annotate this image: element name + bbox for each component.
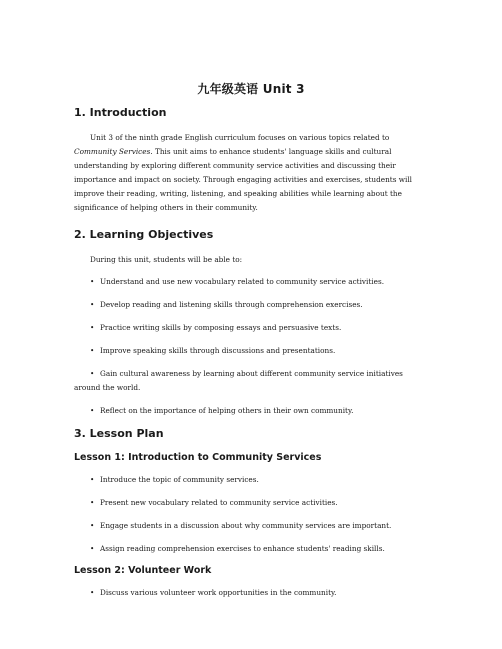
list-item (74, 473, 428, 487)
list-item (74, 275, 428, 289)
lesson-1-heading: Lesson 1: Introduction to Community Services (74, 452, 322, 463)
list-item (74, 586, 428, 600)
list-item-text: Discuss various volunteer work opportunities in the community. (100, 588, 337, 597)
list-item (74, 519, 428, 533)
list-item-text: Practice writing skills by composing essays and persuasive texts. (100, 323, 342, 332)
list-item-text: Present new vocabulary related to community service activities. (100, 498, 338, 507)
list-item-text: Develop reading and listening skills through comprehension exercises. (100, 300, 363, 309)
list-item-text: Gain cultural awareness by learning about different community service initiatives around the world. (74, 369, 403, 392)
lesson-1-list (74, 473, 428, 556)
introduction-paragraph (74, 131, 428, 215)
section-heading-lesson-plan: 3. Lesson Plan (74, 427, 164, 440)
list-item (74, 321, 428, 335)
list-item (74, 496, 428, 510)
section-heading-objectives: 2. Learning Objectives (74, 228, 214, 241)
document-body (74, 72, 428, 609)
objectives-list (74, 275, 428, 418)
section-heading-introduction: 1. Introduction (74, 106, 167, 119)
intro-text-post: . This unit aims to enhance students' language skills and cultural understanding by exploring different community service activities and discussing their importance and impact on society. Through engaging activities and exercises, students will improve their reading, writing, listening, and speaking abilities while learning about the significance of helping others in their community. (74, 147, 413, 212)
list-item-text: Engage students in a discussion about why community services are important. (100, 521, 392, 530)
document-title: 九年级英语 Unit 3 (197, 82, 305, 96)
list-item (74, 404, 428, 418)
list-item-text: Introduce the topic of community services. (100, 475, 259, 484)
list-item-text: Reflect on the importance of helping others in their own community. (100, 406, 354, 415)
list-item-text: Assign reading comprehension exercises to enhance students' reading skills. (100, 544, 385, 553)
list-item (74, 367, 428, 395)
lesson-2-heading: Lesson 2: Volunteer Work (74, 565, 212, 576)
bullet: • (90, 369, 95, 378)
bullet: • (90, 346, 95, 355)
lesson-2-list (74, 586, 428, 600)
intro-text-pre: Unit 3 of the ninth grade English curriculum focuses on various topics related to (90, 133, 390, 142)
list-item-text: Improve speaking skills through discussions and presentations. (100, 346, 336, 355)
bullet: • (90, 323, 95, 332)
bullet: • (90, 406, 95, 415)
bullet: • (90, 475, 95, 484)
bullet: • (90, 277, 95, 286)
list-item (74, 344, 428, 358)
bullet: • (90, 588, 95, 597)
bullet: • (90, 498, 95, 507)
bullet: • (90, 521, 95, 530)
list-item (74, 542, 428, 556)
list-item (74, 298, 428, 312)
intro-text-emphasis: Community Services (74, 147, 151, 156)
bullet: • (90, 300, 95, 309)
bullet: • (90, 544, 95, 553)
objectives-lead: During this unit, students will be able to: (90, 255, 243, 264)
list-item-text: Understand and use new vocabulary related to community service activities. (100, 277, 385, 286)
